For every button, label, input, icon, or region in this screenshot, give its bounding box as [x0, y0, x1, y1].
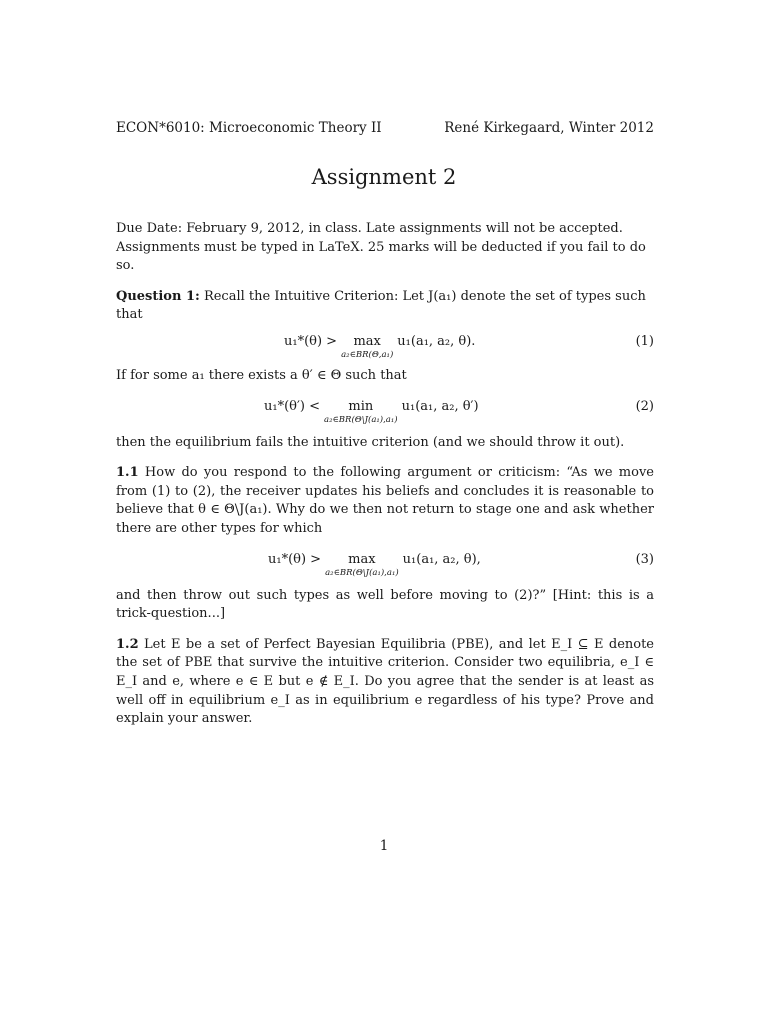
eq2-subscript: a₂∈BR(Θ\J(a₁),a₁) — [324, 414, 398, 425]
course-title: ECON*6010: Microeconomic Theory II — [116, 120, 382, 136]
page-title: Assignment 2 — [311, 165, 457, 189]
eq2-operator — [324, 399, 398, 425]
document-body — [116, 220, 654, 729]
question-1-1-body: How do you respond to the following argument or criticism: “As we move from (1) to (2), the receiver updates his beliefs and concludes it is reasonable to believe that θ ∈ Θ\J(a₁). Why do we then not return to stage one and ask whether there are other types for which — [116, 465, 654, 536]
equation-3 — [116, 545, 654, 579]
question-1-text — [116, 288, 654, 325]
page-number: 1 — [379, 838, 389, 854]
author-term: René Kirkegaard, Winter 2012 — [444, 120, 654, 136]
eq3-subscript: a₂∈BR(Θ\J(a₁),a₁) — [325, 567, 399, 578]
eq3-lhs: u₁*(θ) > — [268, 551, 322, 567]
eq1-rhs: u₁(a₁, a₂, θ). — [397, 333, 476, 349]
equation-1 — [116, 327, 654, 361]
question-1-line-2: that — [116, 307, 143, 323]
intro-line-2: Assignments must be typed in LaTeX. 25 marks will be deducted if you fail to do so. — [116, 239, 646, 274]
eq2-rhs: u₁(a₁, a₂, θ′) — [401, 398, 479, 414]
eq2-op: min — [348, 398, 374, 414]
eq1-operator — [341, 334, 393, 360]
question-1-1-text — [116, 464, 654, 538]
question-1-2-label: 1.2 — [116, 636, 139, 652]
eq3-op: max — [348, 551, 376, 567]
eq3-operator — [325, 552, 399, 578]
question-1-1-body-2: and then throw out such types as well before moving to (2)?” [Hint: this is a trick-question...] — [116, 587, 654, 622]
question-1-label: Question 1: — [116, 288, 200, 304]
eq2-number: (2) — [635, 398, 654, 414]
question-1-line-4: then the equilibrium fails the intuitive criterion (and we should throw it out). — [116, 434, 625, 450]
eq2-lhs: u₁*(θ′) < — [264, 398, 321, 414]
question-1-1-label: 1.1 — [116, 465, 139, 481]
eq3-rhs: u₁(a₁, a₂, θ), — [402, 551, 481, 567]
intro-line-1: Due Date: February 9, 2012, in class. Late assignments will not be accepted. — [116, 221, 623, 236]
eq1-op: max — [353, 333, 381, 349]
question-1-2-text — [116, 636, 654, 729]
eq1-number: (1) — [635, 333, 654, 349]
eq3-number: (3) — [635, 551, 654, 567]
eq1-subscript: a₂∈BR(Θ,a₁) — [341, 349, 394, 360]
equation-2 — [116, 392, 654, 426]
question-1-2-body: Let E be a set of Perfect Bayesian Equilibria (PBE), and let E_I ⊆ E denote the set of PBE that survive the intuitive criterion. Consider two equilibria, e_I ∈ E_I and e, where e ∈ E but e ∉ E_I. Do you agree that the sender is at least as well off in equilibrium e_I as in equilibrium e regardless of his type? Prove and explain your answer. — [116, 636, 654, 727]
header — [116, 118, 654, 138]
question-1-line-3: If for some a₁ there exists a θ′ ∈ Θ such that — [116, 367, 407, 383]
eq1-lhs: u₁*(θ) > — [284, 333, 338, 349]
question-1-line-1: Recall the Intuitive Criterion: Let J(a₁) denote the set of types such — [203, 288, 646, 304]
